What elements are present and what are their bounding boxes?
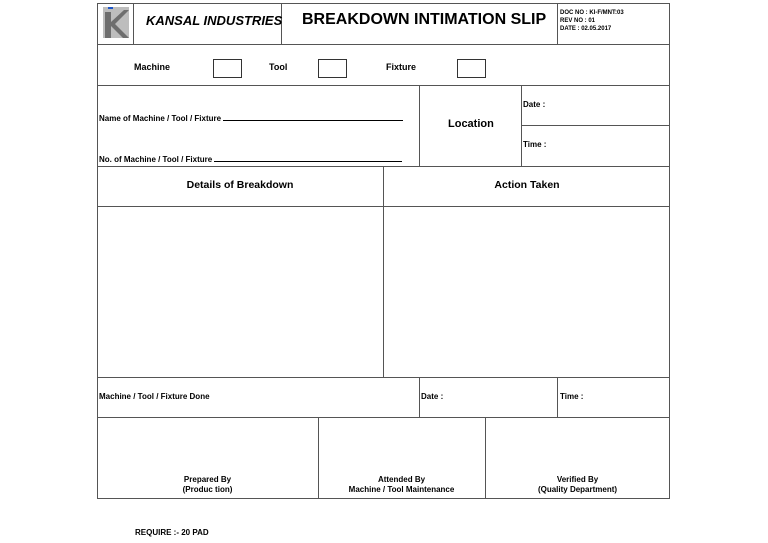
machine-checkbox[interactable] (213, 59, 242, 78)
no-field-line (214, 161, 402, 162)
company-name: KANSAL INDUSTRIES (146, 13, 283, 28)
fixture-label: Fixture (386, 62, 417, 72)
col-divider (419, 377, 420, 417)
row-divider (97, 44, 670, 45)
date-label[interactable]: Date : (523, 100, 546, 109)
row-divider (97, 377, 670, 378)
prepared-by-label: Prepared By (183, 475, 232, 484)
name-field-line (223, 120, 403, 121)
no-field[interactable] (99, 155, 402, 164)
attended-by-dept: Machine / Tool Maintenance (348, 485, 455, 494)
col-divider (419, 85, 420, 166)
form-title: BREAKDOWN INTIMATION SLIP (302, 11, 547, 28)
prepared-by-block[interactable] (97, 475, 318, 495)
name-field-label: Name of Machine / Tool / Fixture (99, 114, 222, 123)
prepared-by-dept: (Produc tion) (182, 485, 233, 494)
name-field[interactable] (99, 114, 403, 123)
time-label[interactable]: Time : (523, 140, 547, 149)
action-taken-heading: Action Taken (494, 179, 560, 191)
attended-by-block[interactable] (318, 475, 485, 495)
doc-date: DATE : 02.05.2017 (560, 26, 612, 32)
verified-by-label: Verified By (556, 475, 599, 484)
action-taken-area[interactable] (384, 207, 669, 377)
details-of-breakdown-area[interactable] (98, 207, 383, 377)
doc-no: DOC NO : KI-F/MNT:03 (560, 10, 624, 16)
attended-by-label: Attended By (377, 475, 426, 484)
verified-by-block[interactable] (485, 475, 670, 495)
tool-label: Tool (269, 62, 288, 72)
require-note: REQUIRE :- 20 PAD (135, 528, 209, 537)
tool-checkbox[interactable] (318, 59, 347, 78)
fixture-checkbox[interactable] (457, 59, 486, 78)
done-label: Machine / Tool / Fixture Done (99, 392, 210, 401)
done-time-label[interactable]: Time : (560, 392, 584, 401)
done-date-label[interactable]: Date : (421, 392, 444, 401)
col-divider (557, 377, 558, 417)
details-of-breakdown-heading: Details of Breakdown (186, 179, 294, 191)
col-divider (557, 3, 558, 44)
row-divider (521, 125, 670, 126)
verified-by-dept: (Quality Department) (537, 485, 618, 494)
row-divider (97, 85, 670, 86)
col-divider (521, 85, 522, 166)
machine-label: Machine (134, 62, 171, 72)
col-divider (133, 3, 134, 44)
rev-no: REV NO : 01 (560, 18, 596, 24)
row-divider (97, 417, 670, 418)
location-label: Location (448, 118, 494, 130)
company-logo (102, 6, 130, 39)
no-field-label: No. of Machine / Tool / Fixture (99, 155, 213, 164)
